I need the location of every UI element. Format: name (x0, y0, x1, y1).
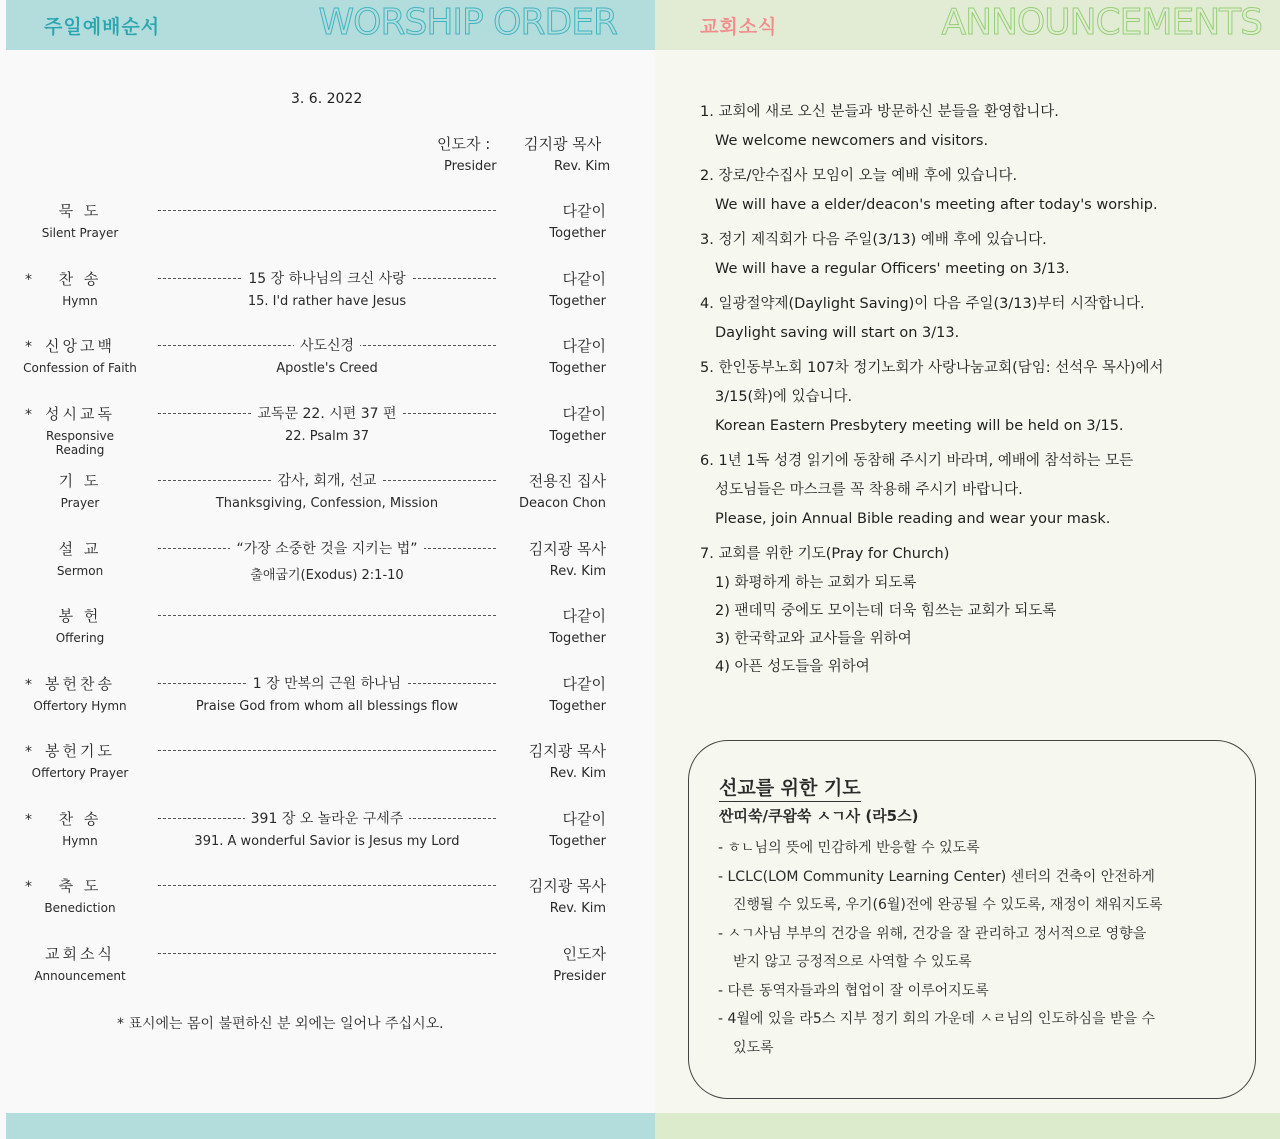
worship-order-row (0, 335, 655, 395)
order-item-en: Hymn (62, 293, 98, 308)
announcement-en: We will have a regular Officers' meeting on 3/13. (715, 261, 1070, 277)
order-item-ko: 축 도 (58, 877, 102, 895)
order-item-ko: 봉헌찬송 (45, 674, 115, 693)
worship-order-row (0, 470, 655, 530)
worship-order-row (0, 268, 655, 328)
order-detail-container (158, 470, 496, 490)
presider-label-en: Presider (444, 159, 497, 174)
order-item-en: Announcement (34, 968, 126, 983)
order-detail-ko: 15 장 하나님의 크신 사랑 (242, 268, 411, 288)
order-item-en: Offertory Hymn (33, 698, 127, 713)
announcement-list (700, 98, 1260, 681)
announcement-ko-cont: 3/15(화)에 있습니다. (715, 389, 853, 405)
order-item-ko: 찬 송 (58, 269, 102, 288)
order-leader-en: Together (549, 226, 606, 241)
order-detail-container (158, 673, 496, 693)
order-item-en: Silent Prayer (41, 226, 119, 240)
order-leader-ko: 전용진 집사 (528, 472, 606, 490)
presider-name-ko: 김지광 목사 (524, 135, 602, 153)
order-leader-ko: 김지광 목사 (528, 539, 606, 558)
standing-marker: * (25, 406, 32, 423)
announcement-item (700, 354, 1260, 441)
order-item-en: Hymn (62, 833, 98, 848)
order-leader-en: Presider (553, 968, 606, 984)
mission-prayer-line: - 4월에 있을 라5스 지부 정기 회의 가운데 ㅅㄹ님의 인도하심을 받을 수 (718, 1011, 1155, 1027)
announcement-item (700, 447, 1260, 534)
order-leader-ko: 김지광 목사 (528, 742, 606, 760)
order-item-ko: 설 교 (58, 539, 102, 558)
order-detail-en: 출애굽기(Exodus) 2:1-10 (250, 567, 404, 583)
order-leader-en: Together (549, 293, 606, 309)
announcement-ko: 2. 장로/안수집사 모임이 오늘 예배 후에 있습니다. (700, 168, 1018, 184)
announcement-ko: 1. 교회에 새로 오신 분들과 방문하신 분들을 환영합니다. (700, 104, 1059, 120)
order-leader-en: Together (549, 833, 606, 849)
dotted-leader (158, 953, 496, 954)
worship-heading-en: WORSHIP ORDER (318, 2, 617, 43)
dotted-leader (158, 750, 496, 751)
announcement-ko-cont: 성도님들은 마스크를 꼭 착용해 주시기 바랍니다. (715, 482, 1023, 498)
order-detail-en: Praise God from whom all blessings flow (195, 698, 459, 714)
order-leader-en: Together (549, 698, 606, 714)
announcement-en: Please, join Annual Bible reading and wear your mask. (715, 511, 1111, 527)
mission-prayer-line: - 다른 동역자들과의 협업이 잘 이루어지도록 (718, 982, 989, 999)
dotted-leader (158, 615, 496, 616)
order-item-ko: 성시교독 (45, 404, 115, 423)
church-prayer-item: 3) 한국학교와 교사들을 위하여 (715, 631, 912, 647)
announcement-en: We welcome newcomers and visitors. (715, 133, 989, 149)
order-detail-ko: 감사, 회개, 선교 (272, 470, 383, 490)
worship-order-row (0, 943, 655, 1003)
header-band (655, 0, 1280, 50)
order-detail-ko: 391 장 오 놀라운 구세주 (245, 808, 410, 828)
order-detail-ko: “가장 소중한 것을 지키는 법” (230, 538, 423, 558)
order-leader-ko: 다같이 (562, 607, 606, 625)
announcement-item (700, 226, 1260, 284)
announcement-item (700, 162, 1260, 220)
announcements-heading-ko: 교회소식 (700, 16, 778, 38)
standing-footnote: * 표시에는 몸이 불편하신 분 외에는 일어나 주십시오. (117, 1016, 444, 1032)
footer-band (6, 1113, 655, 1139)
order-detail-container (158, 538, 496, 558)
order-detail-container (158, 335, 496, 355)
mission-prayer-list (718, 834, 1243, 1062)
worship-order-row (0, 538, 655, 598)
order-leader-en: Together (549, 361, 606, 376)
worship-order-row (0, 200, 655, 260)
footer-band (655, 1113, 1280, 1139)
order-leader-ko: 다같이 (562, 404, 606, 423)
order-detail-container (158, 808, 496, 828)
announcement-item (700, 98, 1260, 156)
standing-marker: * (25, 339, 32, 355)
dotted-leader (158, 210, 496, 211)
order-item-ko: 봉헌기도 (45, 742, 115, 760)
order-item-ko: 찬 송 (58, 809, 102, 828)
announcement-ko: 6. 1년 1독 성경 읽기에 동참해 주시기 바라며, 예배에 참석하는 모든 (700, 453, 1134, 469)
worship-order-row (0, 740, 655, 800)
announcement-ko: 4. 일광절약제(Daylight Saving)이 다음 주일(3/13)부터 시작합니다. (700, 296, 1145, 312)
order-detail-en: 22. Psalm 37 (284, 428, 370, 444)
order-detail-en: 391. A wonderful Savior is Jesus my Lord (194, 833, 460, 849)
order-item-ko: 기 도 (58, 472, 102, 490)
order-leader-en: Rev. Kim (549, 563, 606, 579)
standing-marker: * (25, 811, 32, 828)
mission-prayer-box (688, 740, 1256, 1099)
standing-marker: * (25, 744, 32, 760)
order-item-en: Confession of Faith (23, 361, 137, 375)
order-item-en: Benediction (44, 901, 116, 915)
order-leader-ko: 김지광 목사 (528, 877, 606, 895)
mission-prayer-line-cont: 진행될 수 있도록, 우기(6월)전에 완공될 수 있도록, 재정이 채워지도록 (733, 897, 1163, 913)
order-detail-en: Thanksgiving, Confession, Mission (215, 496, 439, 511)
order-item-en: Prayer (60, 496, 100, 510)
order-detail-ko: 사도신경 (294, 335, 360, 355)
announcements-heading-en: ANNOUNCEMENTS (941, 2, 1262, 43)
mission-prayer-line: - ㅎㄴ님의 뜻에 민감하게 반응할 수 있도록 (718, 840, 980, 856)
standing-marker: * (25, 676, 32, 693)
presider-label-ko: 인도자 : (437, 135, 491, 153)
order-detail-ko: 1 장 만복의 근원 하나님 (247, 673, 407, 693)
worship-order-row (0, 403, 655, 463)
worship-order-row (0, 875, 655, 935)
order-leader-en: Rev. Kim (549, 901, 606, 916)
order-leader-ko: 인도자 (562, 944, 606, 963)
order-detail-en: 15. I'd rather have Jesus (247, 293, 407, 309)
announcement-ko: 5. 한인동부노회 107차 정기노회가 사랑나눔교회(담임: 선석우 목사)에서 (700, 360, 1164, 376)
order-item-en: Offering (55, 631, 105, 645)
mission-prayer-line-cont: 있도록 (733, 1039, 774, 1056)
church-prayer-item: 1) 화평하게 하는 교회가 되도록 (715, 575, 917, 591)
dotted-leader (158, 885, 496, 886)
mission-title: 선교를 위한 기도 (719, 773, 861, 802)
announcement-en: Korean Eastern Presbytery meeting will be held on 3/15. (715, 418, 1124, 434)
order-item-ko: 묵 도 (58, 202, 102, 220)
order-leader-ko: 다같이 (562, 269, 606, 288)
worship-order-row (0, 605, 655, 665)
order-leader-en: Deacon Chon (519, 496, 606, 511)
order-detail-container (158, 403, 496, 423)
announcement-item (700, 290, 1260, 348)
mission-prayer-line-cont: 받지 않고 긍정적으로 사역할 수 있도록 (733, 954, 972, 970)
worship-order-row (0, 808, 655, 868)
mission-subtitle: 싼띠쑥/쿠왐쑥 ㅅㄱ사 (라5스) (719, 807, 919, 825)
order-item-ko: 신앙고백 (45, 337, 115, 355)
presider-name-en: Rev. Kim (554, 159, 611, 174)
church-prayer-title: 7. 교회를 위한 기도(Pray for Church) (700, 546, 950, 562)
order-leader-en: Together (549, 428, 606, 444)
worship-order-row (0, 673, 655, 733)
church-prayer-item: 4) 아픈 성도들을 위하여 (715, 659, 870, 675)
order-item-en: Responsive Reading (45, 428, 115, 457)
order-item-ko: 봉 헌 (58, 607, 102, 625)
worship-heading-ko: 주일예배순서 (44, 16, 161, 38)
mission-prayer-line: - LCLC(LOM Community Learning Center) 센터의 건축이 안전하게 (718, 868, 1155, 885)
order-leader-ko: 다같이 (562, 809, 606, 828)
standing-marker: * (25, 879, 32, 895)
announcement-en: Daylight saving will start on 3/13. (715, 325, 960, 341)
announcement-ko: 3. 정기 제직회가 다음 주일(3/13) 예배 후에 있습니다. (700, 232, 1047, 248)
church-prayer-item: 2) 팬데믹 중에도 모이는데 더욱 힘쓰는 교회가 되도록 (715, 603, 1057, 619)
order-detail-container (158, 268, 496, 288)
order-item-en: Offertory Prayer (31, 766, 129, 780)
order-leader-en: Together (549, 631, 606, 646)
order-leader-ko: 다같이 (562, 337, 606, 355)
order-detail-ko: 교독문 22. 시편 37 편 (251, 403, 402, 423)
service-date: 3. 6. 2022 (291, 91, 363, 107)
order-item-ko: 교회소식 (45, 944, 115, 963)
order-leader-ko: 다같이 (562, 202, 606, 220)
order-leader-en: Rev. Kim (549, 766, 606, 781)
header-band (6, 0, 655, 50)
announcement-en: We will have a elder/deacon's meeting after today's worship. (715, 197, 1158, 213)
standing-marker: * (25, 271, 32, 288)
order-item-en: Sermon (56, 563, 104, 578)
order-detail-en: Apostle's Creed (276, 361, 378, 376)
order-leader-ko: 다같이 (562, 674, 606, 693)
mission-prayer-line: - ㅅㄱ사님 부부의 건강을 위해, 건강을 잘 관리하고 정서적으로 영향을 (718, 925, 1147, 942)
